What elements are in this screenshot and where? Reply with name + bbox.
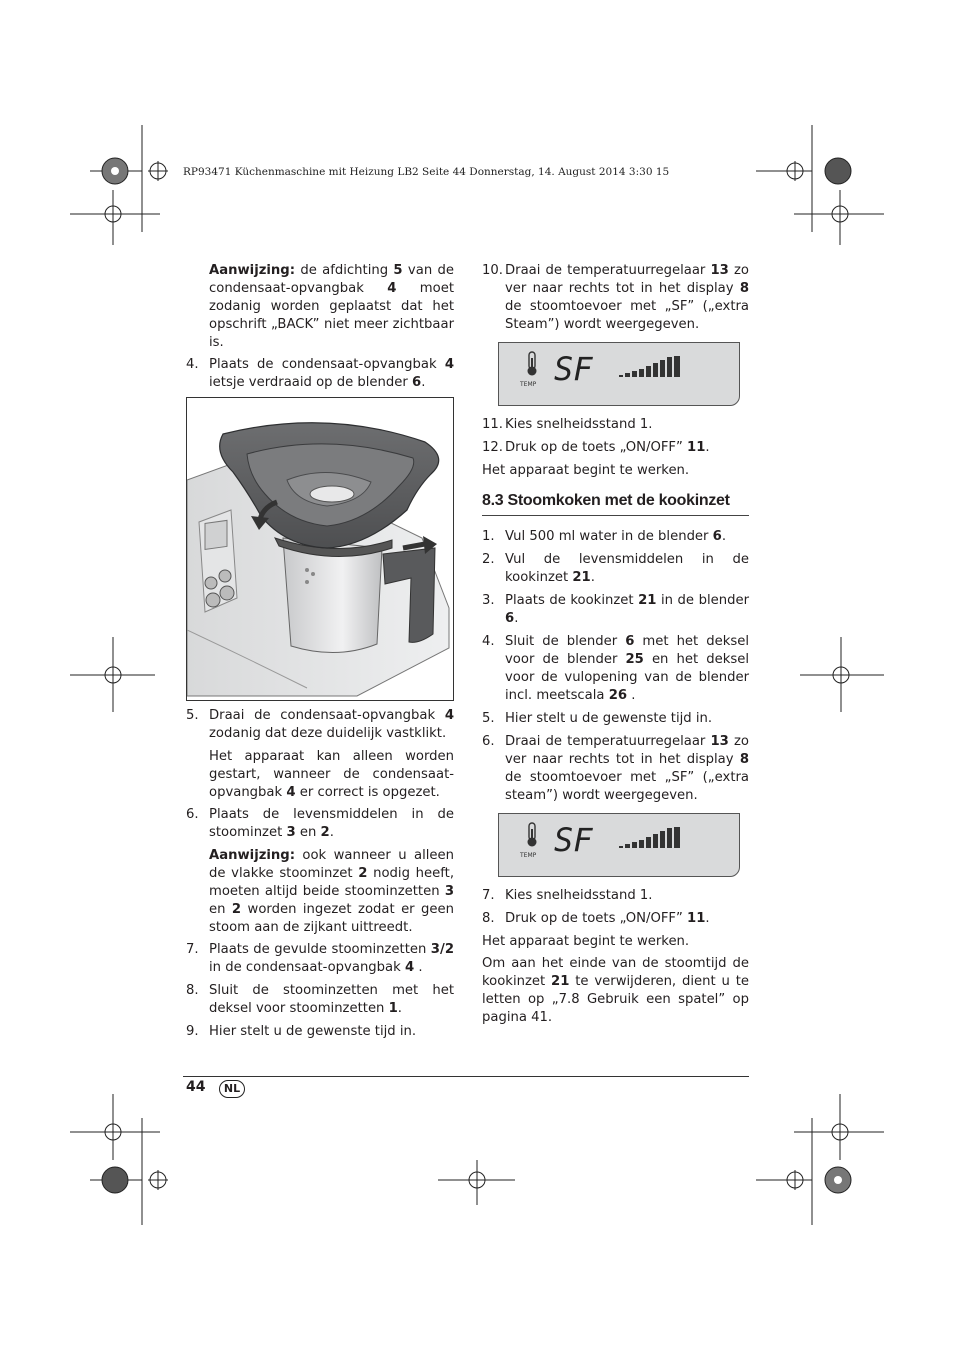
lcd-segments-2 <box>499 814 739 876</box>
step-12-result: Het apparaat begint te werken. <box>482 463 690 478</box>
thermometer-icon <box>528 352 537 376</box>
blender-illustration <box>186 397 454 701</box>
section-step-6: 6. Draai de temperatuurregelaar 13 zo ver naar rechts tot in het display 8 de stoomtoevoer met „SF” („extra steam”) wordt weergegeven. <box>482 734 749 803</box>
step-10: 10. Draai de temperatuurregelaar 13 zo ver naar rechts tot in het display 8 de stoomtoevoer met „SF” („extra Steam”) wordt weergegeven. <box>482 263 749 332</box>
temp-label: TEMP <box>520 381 537 388</box>
step-12: 12. Druk op de toets „ON/OFF” 11. <box>482 440 710 455</box>
step-8: 8. Sluit de stoominzetten met het deksel voor stoominzetten 1. <box>186 983 454 1016</box>
section-step-5: 5. Hier stelt u de gewenste tijd in. <box>482 711 713 726</box>
step-6: 6. Plaats de levensmiddelen in de stoominzet 3 en 2. <box>186 807 454 840</box>
step-8-result: Het apparaat begint te werken. <box>482 934 690 949</box>
step-9: 9. Hier stelt u de gewenste tijd in. <box>186 1024 417 1039</box>
step-11: 11. Kies snelheidsstand 1. <box>482 417 653 432</box>
note-2: Aanwijzing: ook wanneer u alleen de vlakke stoominzet 2 nodig heeft, moeten altijd beide stoominzetten 3 en 2 worden ingezet zodat er geen stoom aan de zijkant uittreedt. <box>209 848 455 935</box>
lcd-level-bars <box>619 356 680 377</box>
lcd-display-1 <box>498 342 740 406</box>
step-5-note: Het apparaat kan alleen worden gestart, wanneer de condensaat-opvangbak 4 er correct is opgezet. <box>209 749 454 800</box>
section-step-2: 2. Vul de levensmiddelen in de kookinzet 21. <box>482 552 749 585</box>
step-5: 5. Draai de condensaat-opvangbak 4 zodanig dat deze duidelijk vastklikt. <box>186 708 454 741</box>
lcd-display-2 <box>498 813 740 877</box>
section-heading: 8.3 Stoomkoken met de kookinzet <box>482 492 749 516</box>
page-number: 44 <box>186 1079 206 1095</box>
step-4: 4. Plaats de condensaat-opvangbak 4 ietsje verdraaid op de blender 6. <box>186 357 454 390</box>
section-step-8: 8. Druk op de toets „ON/OFF” 11. <box>482 911 710 926</box>
lcd-level-bars <box>619 827 680 848</box>
thermometer-icon <box>528 823 537 847</box>
section-step-1: 1. Vul 500 ml water in de blender 6. <box>482 529 727 544</box>
print-header: RP93471 Küchenmaschine mit Heizung LB2 Seite 44 Donnerstag, 14. August 2014 3:30 15 <box>183 166 670 178</box>
closing-paragraph: Om aan het einde van de stoomtijd de kookinzet 21 te verwijderen, dient u te letten op „7.8 Gebruik een spatel” op pagina 41. <box>482 956 749 1025</box>
language-badge: NL <box>219 1080 245 1098</box>
note-1: Aanwijzing: de afdichting 5 van de condensaat-opvangbak 4 moet zodanig worden geplaatst dat het opschrift „BACK” niet meer zichtbaar is. <box>209 263 455 350</box>
footer-rule <box>183 1076 749 1077</box>
blender-drawing <box>187 398 453 700</box>
left-column <box>186 262 454 1046</box>
section-step-4: 4. Sluit de blender 6 met het deksel voor de blender 25 en het deksel voor de vulopening van de blender incl. meetscala 26 . <box>482 634 750 703</box>
lcd-segments <box>499 343 739 405</box>
temp-label: TEMP <box>520 852 537 859</box>
section-step-3: 3. Plaats de kookinzet 21 in de blender 6. <box>482 593 749 626</box>
lcd-sf-text: SF <box>554 821 593 859</box>
section-step-7: 7. Kies snelheidsstand 1. <box>482 888 653 903</box>
step-7: 7. Plaats de gevulde stoominzetten 3/2 in de condensaat-opvangbak 4 . <box>186 942 454 975</box>
right-column <box>482 262 749 1031</box>
lcd-sf-text: SF <box>554 350 593 388</box>
